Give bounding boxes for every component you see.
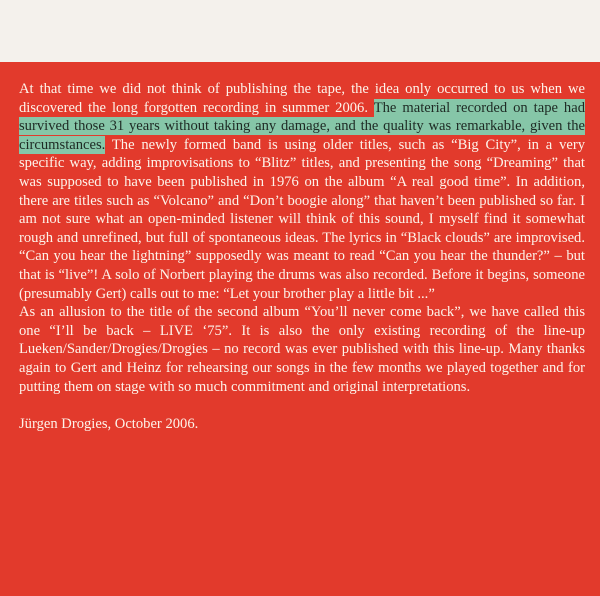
paragraph-2: As an allusion to the title of the second album “You’ll never come back”, we have called this one “I’ll be back – LIVE ‘75”. It is also the only existing recording of the line-up Lueken/Sander/Drogies/Drogies – no record was ever published with this line-up. Many thanks again to Gert and Heinz for rehearsing our songs in the few months we played together and for putting them on stage with so much commitment and original interpretations. xyxy=(19,304,585,395)
liner-notes-text xyxy=(19,80,585,433)
paragraph-1-body: The newly formed band is using older titles, such as “Big City”, in a very specific way, adding improvisations to “Blitz” titles, and presenting the song “Dreaming” that was supposed to have been published in 1976 on the album “A real good time”. In addition, there are titles such as “Volcano” and “Don’t boogie along” that haven’t been published so far. I am not sure what an open-minded listener will think of this sound, I myself find it somewhat rough and unrefined, but full of spontaneous ideas. The lyrics in “Black clouds” are improvised. “Can you hear the lightning” supposedly was meant to read “Can you hear the thunder?” – but that is “live”! A solo of Norbert playing the drums was also recorded. Before it begins, someone (presumably Gert) calls out to me: “Let your brother play a little bit ...” xyxy=(19,136,585,302)
paragraph-1-intro: At that time we did not think of publishing the tape, the idea only occurred to us when we discovered the long forgotten recording in summer 2006. xyxy=(19,81,585,116)
highlighted-passage: The material recorded on tape had survived those 31 years without taking any damage, and the quality was remarkable, given the circumstances. xyxy=(19,99,585,153)
signature: Jürgen Drogies, October 2006. xyxy=(19,415,199,432)
paragraph-1 xyxy=(19,80,585,303)
